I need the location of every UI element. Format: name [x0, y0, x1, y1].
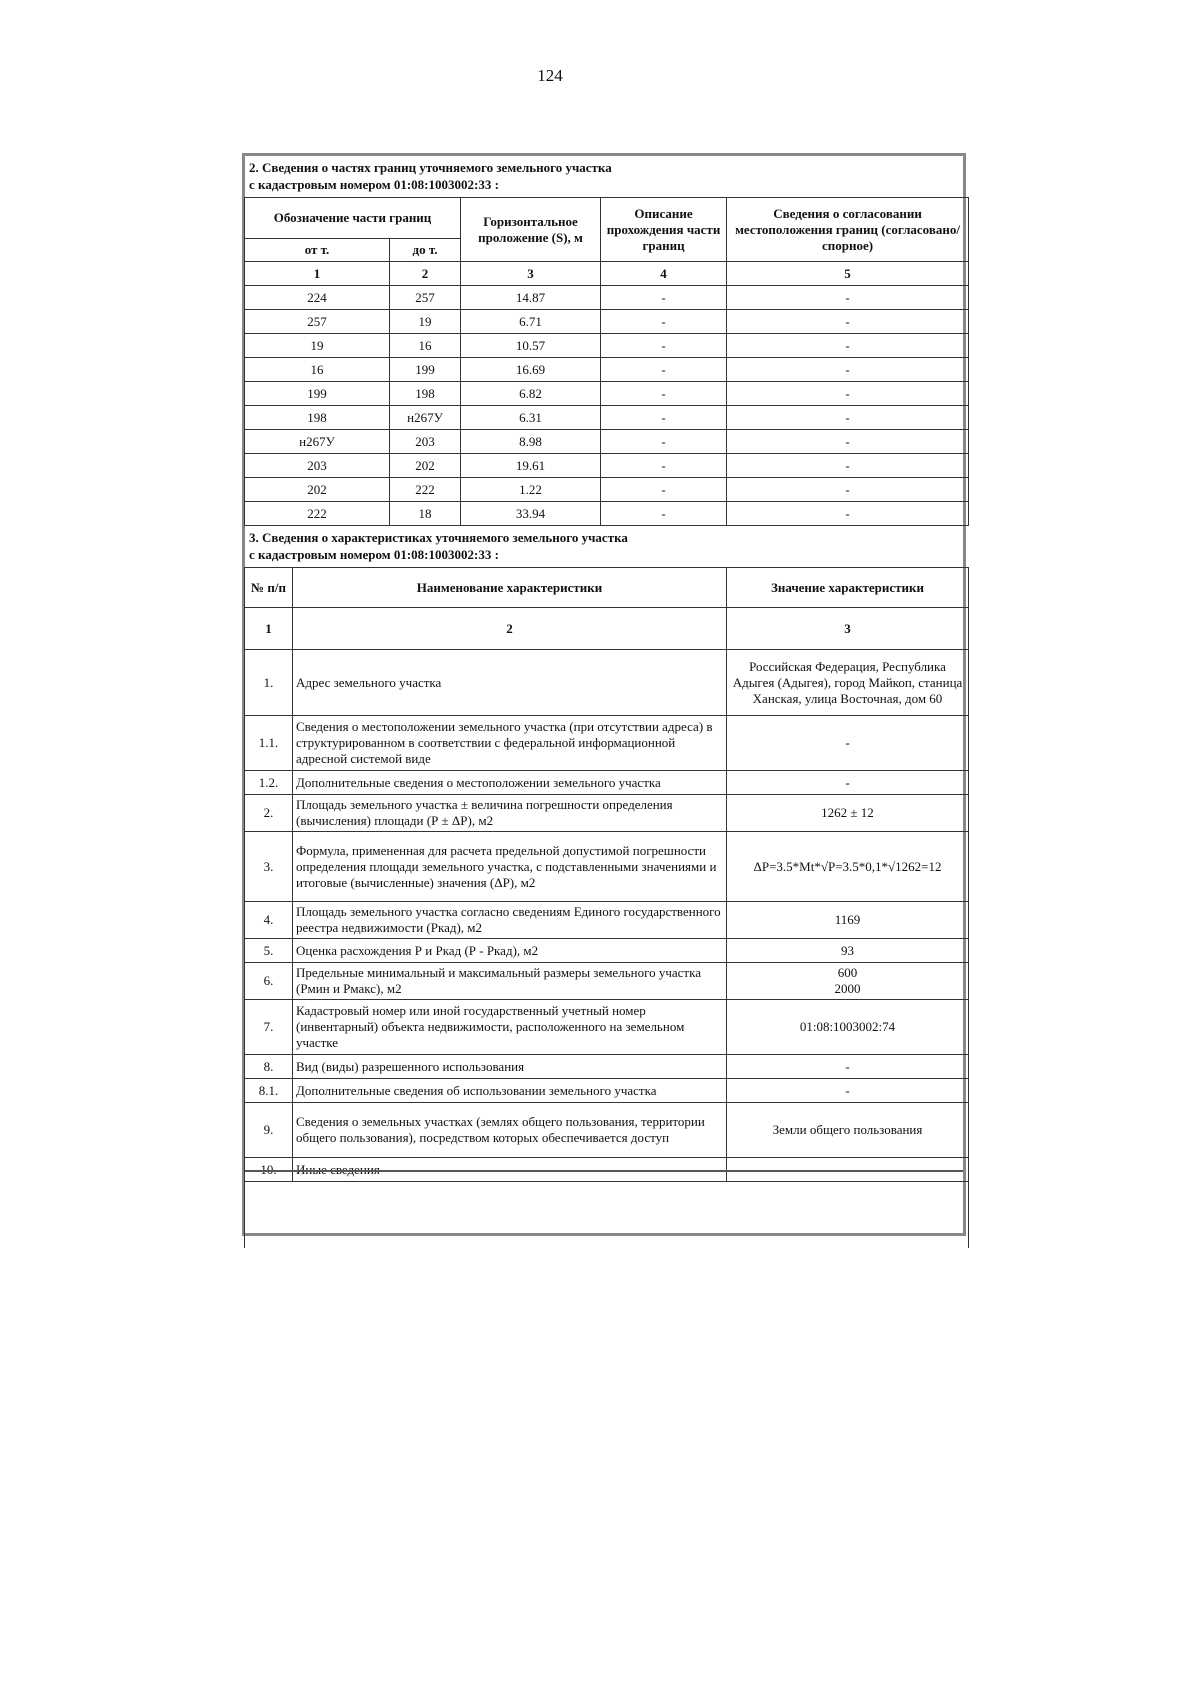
- cadastral-document-frame: [242, 153, 966, 1236]
- characteristics-table: [244, 567, 969, 1248]
- description-cell: -: [601, 478, 727, 502]
- table-row: [245, 902, 969, 939]
- table-row: [245, 963, 969, 1000]
- characteristic-num-cell: 9.: [245, 1103, 293, 1158]
- characteristic-num-cell: 10.: [245, 1158, 293, 1182]
- column-index: 2: [293, 608, 727, 650]
- table-row: [245, 1103, 969, 1158]
- empty-row: [245, 1182, 969, 1248]
- boundary-parts-table: [244, 197, 969, 526]
- to-point-cell: 257: [390, 286, 461, 310]
- description-cell: -: [601, 358, 727, 382]
- to-point-cell: 199: [390, 358, 461, 382]
- from-point-cell: 224: [245, 286, 390, 310]
- table-row: [245, 771, 969, 795]
- bottom-rule: [245, 1170, 963, 1172]
- characteristic-value-cell: -: [727, 716, 969, 771]
- horizontal-length-cell: 16.69: [461, 358, 601, 382]
- characteristic-name-cell: Дополнительные сведения о местоположении земельного участка: [293, 771, 727, 795]
- characteristic-name-cell: Площадь земельного участка согласно сведениям Единого государственного реестра недвижимости (Ркад), м2: [293, 902, 727, 939]
- characteristic-value-cell: -: [727, 1158, 969, 1182]
- characteristic-value-cell: 01:08:1003002:74: [727, 1000, 969, 1055]
- characteristic-name-cell: Оценка расхождения Р и Ркад (Р - Ркад), м2: [293, 939, 727, 963]
- index-row: [245, 608, 969, 650]
- header-to: до т.: [390, 239, 461, 262]
- characteristic-value-cell: 1169: [727, 902, 969, 939]
- section3-title-line2: с кадастровым номером 01:08:1003002:33 :: [249, 547, 499, 562]
- table-row: [245, 716, 969, 771]
- description-cell: -: [601, 454, 727, 478]
- characteristic-num-cell: 1.2.: [245, 771, 293, 795]
- characteristic-value-cell: 93: [727, 939, 969, 963]
- column-index: 4: [601, 262, 727, 286]
- characteristic-name-cell: Вид (виды) разрешенного использования: [293, 1055, 727, 1079]
- table-row: [245, 832, 969, 902]
- characteristic-value-cell: Земли общего пользования: [727, 1103, 969, 1158]
- table-row: [245, 939, 969, 963]
- to-point-cell: 202: [390, 454, 461, 478]
- table-row: [245, 358, 969, 382]
- header-agreement: Сведения о согласовании местоположения границ (согласовано/спорное): [727, 198, 969, 262]
- header-value: Значение характеристики: [727, 568, 969, 608]
- characteristic-num-cell: 5.: [245, 939, 293, 963]
- characteristic-num-cell: 6.: [245, 963, 293, 1000]
- description-cell: -: [601, 334, 727, 358]
- table-row: [245, 650, 969, 716]
- section3-title-line1: 3. Сведения о характеристиках уточняемого земельного участка: [249, 530, 628, 545]
- table-row: [245, 382, 969, 406]
- to-point-cell: 198: [390, 382, 461, 406]
- to-point-cell: н267У: [390, 406, 461, 430]
- horizontal-length-cell: 33.94: [461, 502, 601, 526]
- agreement-cell: -: [727, 334, 969, 358]
- agreement-cell: -: [727, 478, 969, 502]
- to-point-cell: 16: [390, 334, 461, 358]
- agreement-cell: -: [727, 502, 969, 526]
- table-row: [245, 502, 969, 526]
- table-row: [245, 795, 969, 832]
- characteristic-value-cell: 600 2000: [727, 963, 969, 1000]
- characteristic-num-cell: 3.: [245, 832, 293, 902]
- from-point-cell: 19: [245, 334, 390, 358]
- to-point-cell: 203: [390, 430, 461, 454]
- to-point-cell: 19: [390, 310, 461, 334]
- from-point-cell: н267У: [245, 430, 390, 454]
- characteristic-value-cell: Российская Федерация, Республика Адыгея (Адыгея), город Майкоп, станица Ханская, улица Восточная, дом 60: [727, 650, 969, 716]
- table-row: [245, 430, 969, 454]
- characteristic-num-cell: 1.1.: [245, 716, 293, 771]
- page-number: 124: [537, 66, 563, 85]
- agreement-cell: -: [727, 406, 969, 430]
- from-point-cell: 16: [245, 358, 390, 382]
- characteristic-num-cell: 8.: [245, 1055, 293, 1079]
- column-index: 2: [390, 262, 461, 286]
- description-cell: -: [601, 286, 727, 310]
- horizontal-length-cell: 6.31: [461, 406, 601, 430]
- column-index: 1: [245, 262, 390, 286]
- characteristic-name-cell: Сведения о местоположении земельного участка (при отсутствии адреса) в структурированном в соответствии с федеральной информационной адресной системой виде: [293, 716, 727, 771]
- characteristic-name-cell: Иные сведения: [293, 1158, 727, 1182]
- from-point-cell: 222: [245, 502, 390, 526]
- description-cell: -: [601, 430, 727, 454]
- description-cell: -: [601, 310, 727, 334]
- horizontal-length-cell: 6.71: [461, 310, 601, 334]
- column-index: 5: [727, 262, 969, 286]
- column-index: 1: [245, 608, 293, 650]
- characteristic-name-cell: Сведения о земельных участках (землях общего пользования, территории общего пользования), посредством которых обеспечивается доступ: [293, 1103, 727, 1158]
- horizontal-length-cell: 10.57: [461, 334, 601, 358]
- index-row: [245, 262, 969, 286]
- characteristic-num-cell: 4.: [245, 902, 293, 939]
- table-row: [245, 1000, 969, 1055]
- table-row: [245, 1055, 969, 1079]
- header-horizontal: Горизонтальное проложение (S), м: [461, 198, 601, 262]
- agreement-cell: -: [727, 382, 969, 406]
- table-row: [245, 310, 969, 334]
- description-cell: -: [601, 502, 727, 526]
- agreement-cell: -: [727, 286, 969, 310]
- section2-title-line2: с кадастровым номером 01:08:1003002:33 :: [249, 177, 499, 192]
- horizontal-length-cell: 14.87: [461, 286, 601, 310]
- column-index: 3: [727, 608, 969, 650]
- characteristic-value-cell: ΔР=3.5*Mt*√Р=3.5*0,1*√1262=12: [727, 832, 969, 902]
- characteristic-value-cell: -: [727, 1079, 969, 1103]
- characteristic-num-cell: 8.1.: [245, 1079, 293, 1103]
- characteristic-value-cell: -: [727, 771, 969, 795]
- characteristic-num-cell: 1.: [245, 650, 293, 716]
- characteristic-value-cell: 1262 ± 12: [727, 795, 969, 832]
- characteristic-name-cell: Кадастровый номер или иной государственный учетный номер (инвентарный) объекта недвижимости, расположенного на земельном участке: [293, 1000, 727, 1055]
- characteristic-name-cell: Формула, примененная для расчета предельной допустимой погрешности определения площади земельного участка, с подставленными значениями и итоговые (вычисленные) значения (ΔР), м2: [293, 832, 727, 902]
- table-row: [245, 406, 969, 430]
- characteristic-name-cell: Площадь земельного участка ± величина погрешности определения (вычисления) площади (Р ± ΔР), м2: [293, 795, 727, 832]
- header-name: Наименование характеристики: [293, 568, 727, 608]
- characteristic-name-cell: Предельные минимальный и максимальный размеры земельного участка (Рмин и Рмакс), м2: [293, 963, 727, 1000]
- characteristic-name-cell: Адрес земельного участка: [293, 650, 727, 716]
- table-row: [245, 334, 969, 358]
- table-row: [245, 1079, 969, 1103]
- horizontal-length-cell: 1.22: [461, 478, 601, 502]
- header-num: № п/п: [245, 568, 293, 608]
- horizontal-length-cell: 8.98: [461, 430, 601, 454]
- column-index: 3: [461, 262, 601, 286]
- characteristic-num-cell: 7.: [245, 1000, 293, 1055]
- from-point-cell: 257: [245, 310, 390, 334]
- horizontal-length-cell: 19.61: [461, 454, 601, 478]
- description-cell: -: [601, 406, 727, 430]
- header-from: от т.: [245, 239, 390, 262]
- agreement-cell: -: [727, 310, 969, 334]
- empty-cell: [245, 1182, 969, 1248]
- description-cell: -: [601, 382, 727, 406]
- section2-title-line1: 2. Сведения о частях границ уточняемого земельного участка: [249, 160, 612, 175]
- from-point-cell: 198: [245, 406, 390, 430]
- characteristic-num-cell: 2.: [245, 795, 293, 832]
- characteristic-value-cell: -: [727, 1055, 969, 1079]
- characteristic-name-cell: Дополнительные сведения об использовании земельного участка: [293, 1079, 727, 1103]
- agreement-cell: -: [727, 358, 969, 382]
- to-point-cell: 18: [390, 502, 461, 526]
- table-row: [245, 454, 969, 478]
- from-point-cell: 202: [245, 478, 390, 502]
- from-point-cell: 199: [245, 382, 390, 406]
- table-row: [245, 478, 969, 502]
- agreement-cell: -: [727, 454, 969, 478]
- to-point-cell: 222: [390, 478, 461, 502]
- agreement-cell: -: [727, 430, 969, 454]
- header-description: Описание прохождения части границ: [601, 198, 727, 262]
- table-row: [245, 286, 969, 310]
- horizontal-length-cell: 6.82: [461, 382, 601, 406]
- from-point-cell: 203: [245, 454, 390, 478]
- header-part-designation: Обозначение части границ: [245, 198, 461, 239]
